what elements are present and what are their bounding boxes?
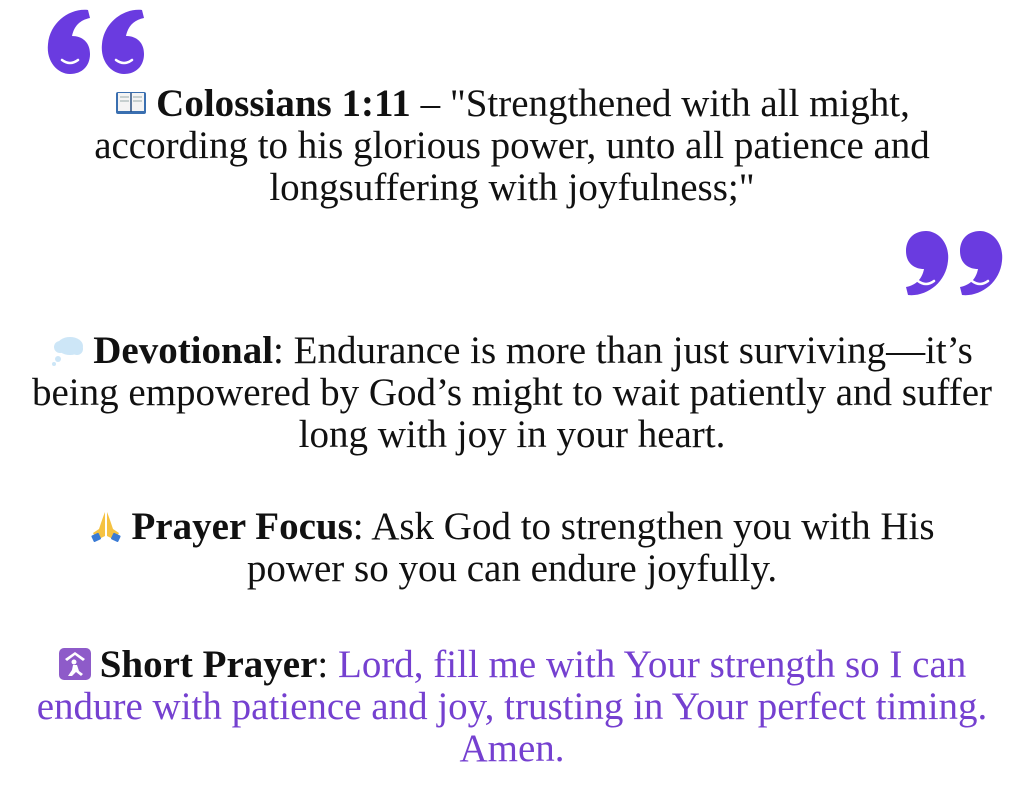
close-quote-icon bbox=[900, 225, 1010, 305]
prayer-focus-text: : Ask God to strengthen you with His power so you can endure joyfully. bbox=[246, 505, 935, 590]
short-prayer-block bbox=[0, 644, 1024, 770]
short-prayer-colon: : bbox=[317, 643, 338, 686]
short-prayer-label: Short Prayer bbox=[99, 643, 318, 686]
verse-text: "Strengthened with all might, according to his glorious power, unto all patience and longsuffering with joyfulness;" bbox=[94, 82, 930, 209]
prayer-focus-block bbox=[0, 506, 1024, 590]
verse-reference: Colossians 1:11 bbox=[156, 82, 411, 125]
place-of-worship-icon bbox=[58, 647, 92, 681]
thought-bubble-icon bbox=[51, 333, 85, 367]
verse-separator: – bbox=[410, 82, 450, 125]
prayer-focus-label: Prayer Focus bbox=[131, 505, 353, 548]
open-quote-icon bbox=[40, 0, 150, 80]
devotional-block bbox=[0, 330, 1024, 456]
open-book-icon bbox=[114, 86, 148, 120]
praying-hands-icon bbox=[89, 509, 123, 543]
devotional-text: : Endurance is more than just surviving—it’s being empowered by God’s might to wait patiently and suffer long with joy in your heart. bbox=[32, 329, 992, 456]
short-prayer-text: Lord, fill me with Your strength so I can endure with patience and joy, trusting in Your perfect timing. Amen. bbox=[36, 643, 988, 770]
devotional-label: Devotional bbox=[93, 329, 274, 372]
verse-block bbox=[0, 83, 1024, 209]
